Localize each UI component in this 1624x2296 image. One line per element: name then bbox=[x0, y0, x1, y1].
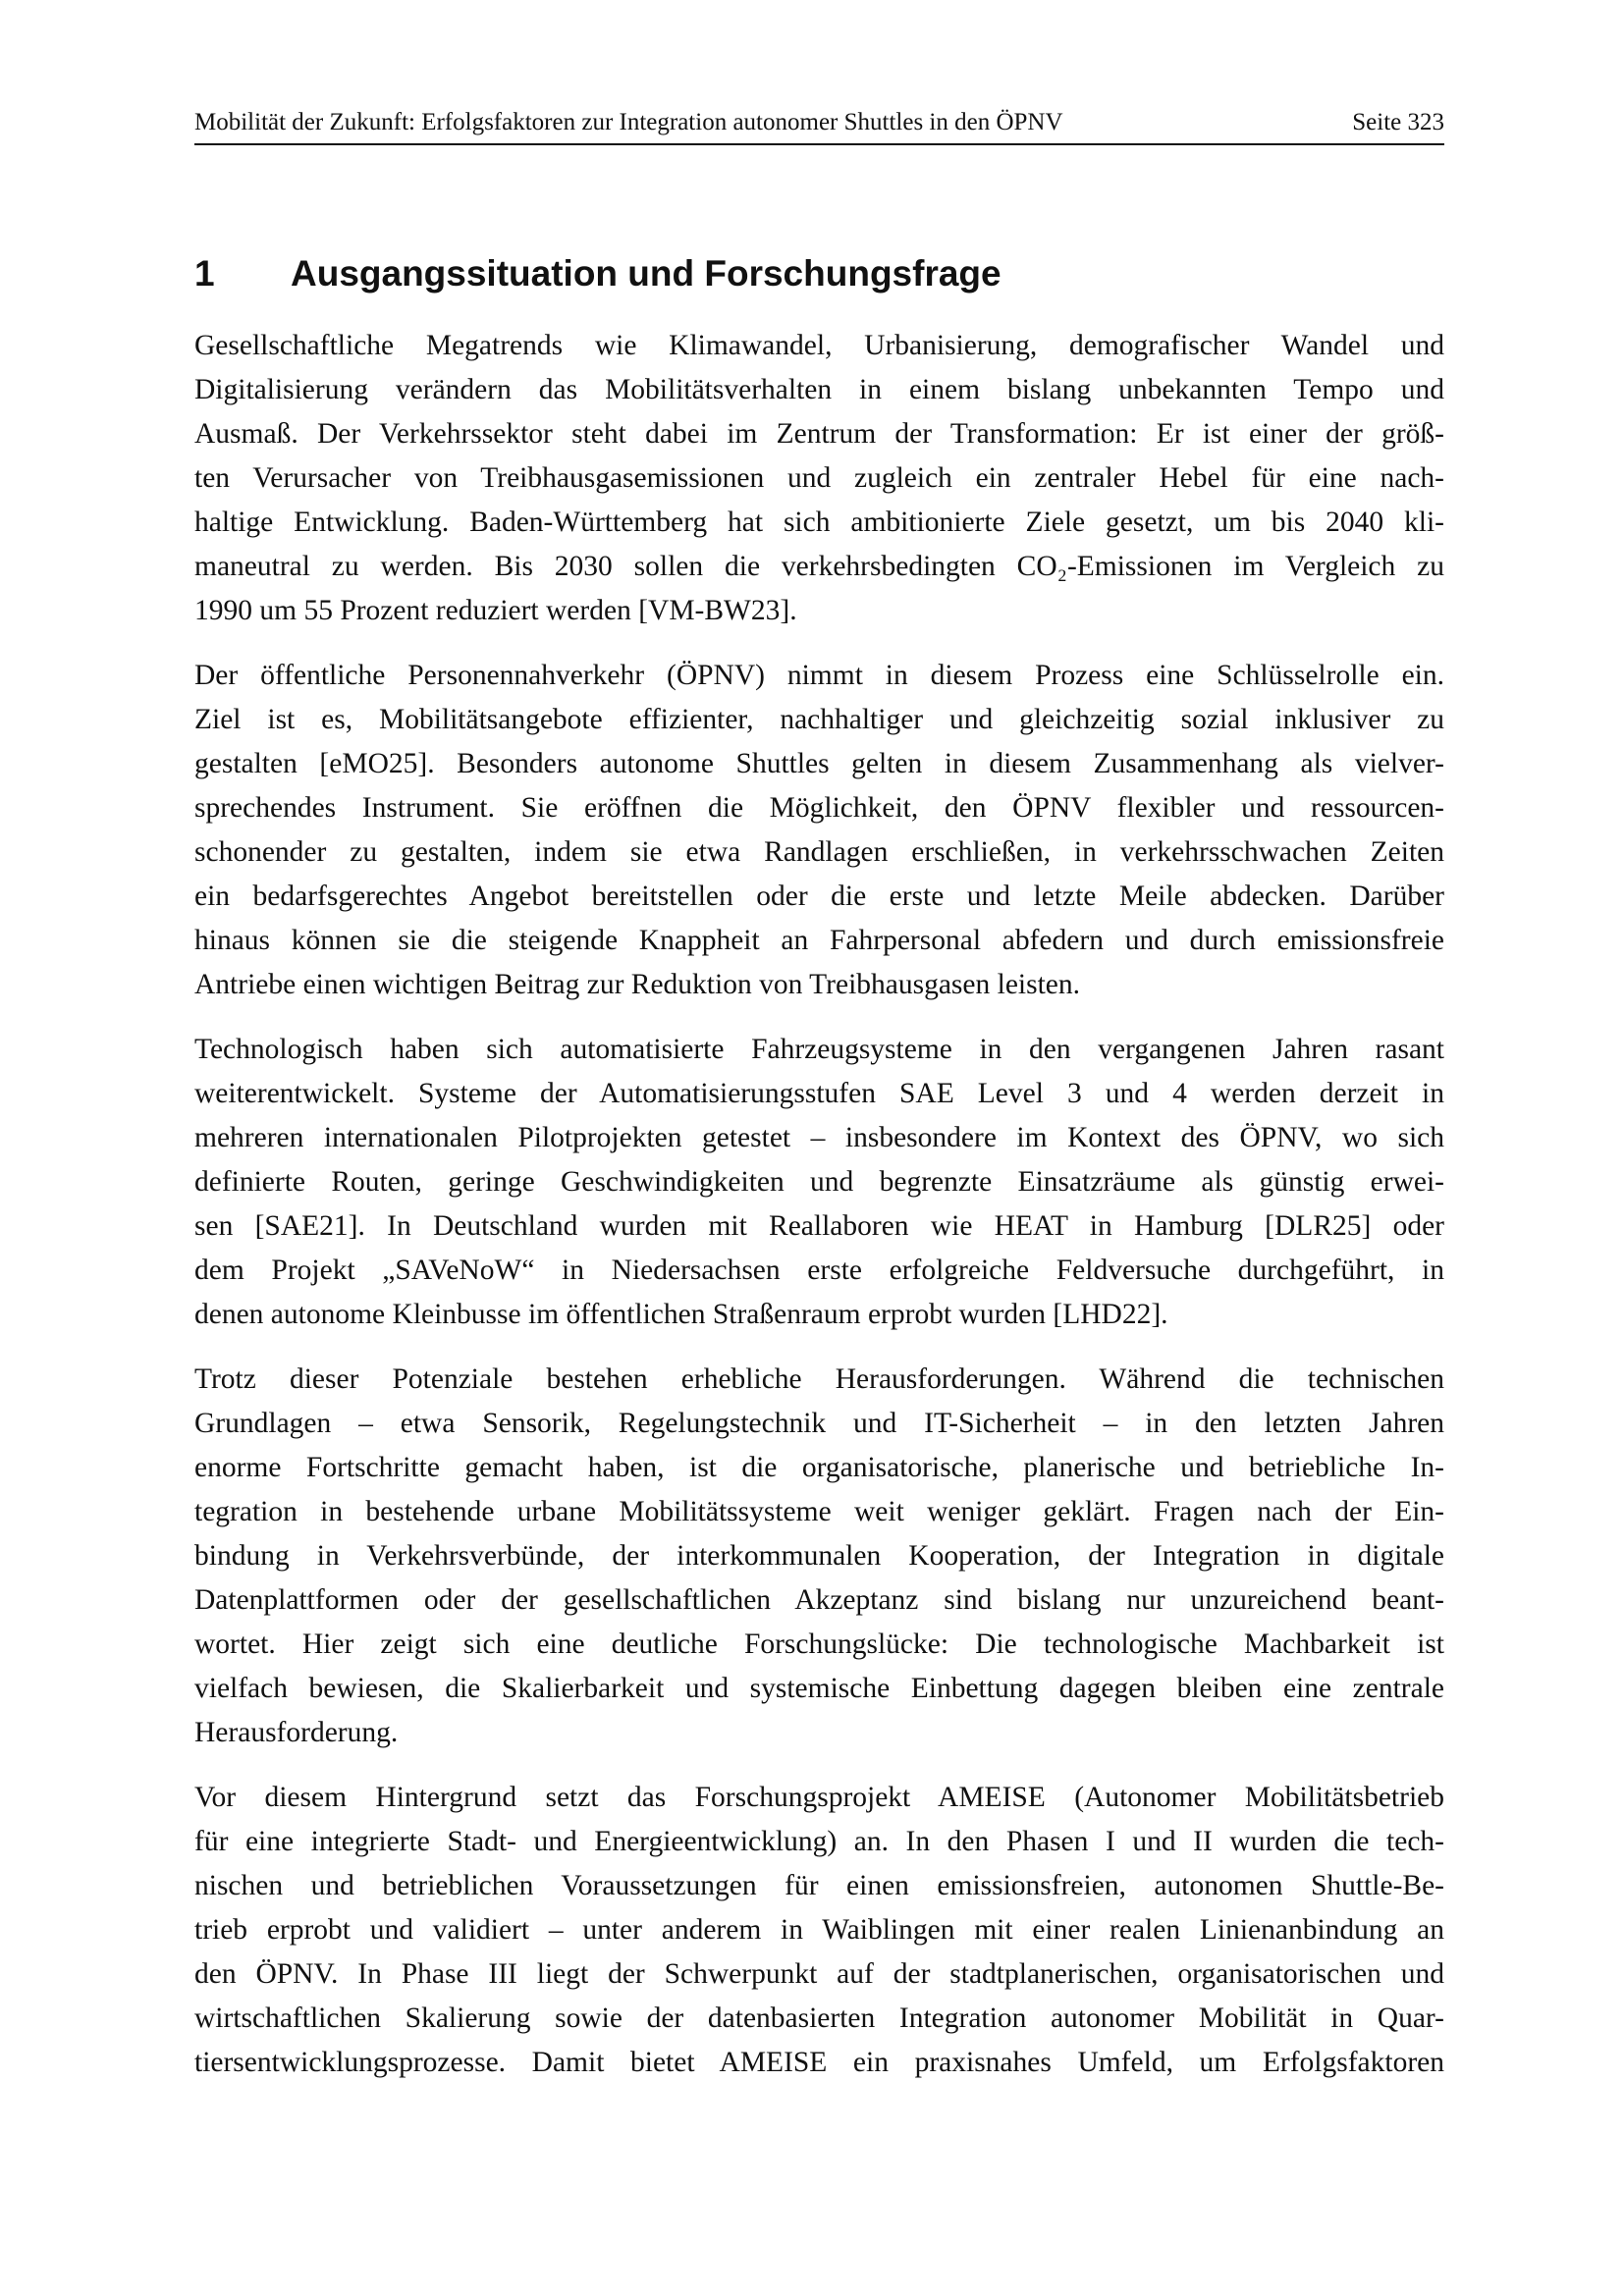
text-line: Ziel ist es, Mobilitätsangebote effizienter, nachhaltiger und gleichzeitig sozial inklusiver zu bbox=[194, 704, 1444, 735]
text-line: 1990 um 55 Prozent reduziert werden [VM-BW23]. bbox=[194, 595, 797, 626]
text-line: ten Verursacher von Treibhausgasemissionen und zugleich ein zentraler Hebel für eine nach- bbox=[194, 462, 1444, 494]
text-line: bindung in Verkehrsverbünde, der interkommunalen Kooperation, der Integration in digitale bbox=[194, 1540, 1444, 1572]
section-heading bbox=[194, 249, 1001, 298]
text-line: gestalten [eMO25]. Besonders autonome Shuttles gelten in diesem Zusammenhang als vielver- bbox=[194, 748, 1444, 779]
text-line: mehreren internationalen Pilotprojekten getestet – insbesondere im Kontext des ÖPNV, wo sich bbox=[194, 1122, 1444, 1153]
text-line: tegration in bestehende urbane Mobilitätssysteme weit weniger geklärt. Fragen nach der Ein- bbox=[194, 1496, 1444, 1527]
section-number: 1 bbox=[194, 253, 215, 294]
text-line: Technologisch haben sich automatisierte Fahrzeugsysteme in den vergangenen Jahren rasant bbox=[194, 1034, 1444, 1065]
text-line: Gesellschaftliche Megatrends wie Klimawandel, Urbanisierung, demografischer Wandel und bbox=[194, 330, 1444, 361]
text-line: hinaus können sie die steigende Knappheit an Fahrpersonal abfedern und durch emissionsfreie bbox=[194, 925, 1444, 956]
text-line: haltige Entwicklung. Baden-Württemberg hat sich ambitionierte Ziele gesetzt, um bis 2040 kli- bbox=[194, 507, 1444, 538]
header-title: Mobilität der Zukunft: Erfolgsfaktoren zur Integration autonomer Shuttles in den ÖPNV bbox=[194, 109, 1063, 135]
text-line: den ÖPNV. In Phase III liegt der Schwerpunkt auf der stadtplanerischen, organisatorischen und bbox=[194, 1958, 1444, 1990]
text-line: Vor diesem Hintergrund setzt das Forschungsprojekt AMEISE (Autonomer Mobilitätsbetrieb bbox=[194, 1782, 1444, 1813]
paragraph bbox=[194, 654, 1444, 1007]
text-line: denen autonome Kleinbusse im öffentlichen Straßenraum erprobt wurden [LHD22]. bbox=[194, 1299, 1168, 1330]
text-line: sprechendes Instrument. Sie eröffnen die Möglichkeit, den ÖPNV flexibler und ressourcen- bbox=[194, 792, 1444, 824]
text-line: definierte Routen, geringe Geschwindigkeiten und begrenzte Einsatzräume als günstig erwei- bbox=[194, 1166, 1444, 1198]
page-number: Seite 323 bbox=[1352, 109, 1444, 135]
text-line: Trotz dieser Potenziale bestehen erhebliche Herausforderungen. Während die technischen bbox=[194, 1363, 1444, 1395]
text-line: ein bedarfsgerechtes Angebot bereitstellen oder die erste und letzte Meile abdecken. Darüber bbox=[194, 881, 1444, 912]
text-line: sen [SAE21]. In Deutschland wurden mit Reallaboren wie HEAT in Hamburg [DLR25] oder bbox=[194, 1210, 1444, 1242]
text-line: für eine integrierte Stadt- und Energieentwicklung) an. In den Phasen I und II wurden die tech- bbox=[194, 1826, 1444, 1857]
paragraph bbox=[194, 1776, 1444, 2085]
paragraph bbox=[194, 1028, 1444, 1337]
text-line: tiersentwicklungsprozesse. Damit bietet AMEISE ein praxisnahes Umfeld, um Erfolgsfaktoren bbox=[194, 2047, 1444, 2078]
body-text bbox=[194, 324, 1444, 2106]
text-line: weiterentwickelt. Systeme der Automatisierungsstufen SAE Level 3 und 4 werden derzeit in bbox=[194, 1078, 1444, 1109]
section-title: Ausgangssituation und Forschungsfrage bbox=[291, 253, 1001, 294]
text-line: schonender zu gestalten, indem sie etwa Randlagen erschließen, in verkehrsschwachen Zeiten bbox=[194, 836, 1444, 868]
text-line: wortet. Hier zeigt sich eine deutliche Forschungslücke: Die technologische Machbarkeit ist bbox=[194, 1629, 1444, 1660]
text-line: Datenplattformen oder der gesellschaftlichen Akzeptanz sind bislang nur unzureichend beant- bbox=[194, 1584, 1444, 1616]
text-line: Ausmaß. Der Verkehrssektor steht dabei im Zentrum der Transformation: Er ist einer der größ- bbox=[194, 418, 1444, 450]
text-line: dem Projekt „SAVeNoW“ in Niedersachsen erste erfolgreiche Feldversuche durchgeführt, in bbox=[194, 1255, 1444, 1286]
paragraph bbox=[194, 324, 1444, 633]
text-line: wirtschaftlichen Skalierung sowie der datenbasierten Integration autonomer Mobilität in Quar- bbox=[194, 2002, 1444, 2034]
text-line: nischen und betrieblichen Voraussetzungen für einen emissionsfreien, autonomen Shuttle-Be- bbox=[194, 1870, 1444, 1901]
text-line: trieb erprobt und validiert – unter anderem in Waiblingen mit einer realen Linienanbindung an bbox=[194, 1914, 1444, 1946]
text-line: Herausforderung. bbox=[194, 1717, 399, 1748]
text-line: Digitalisierung verändern das Mobilitätsverhalten in einem bislang unbekannten Tempo und bbox=[194, 374, 1444, 405]
text-line: enorme Fortschritte gemacht haben, ist die organisatorische, planerische und betriebliche In- bbox=[194, 1452, 1444, 1483]
running-header bbox=[194, 108, 1444, 145]
text-line: Antriebe einen wichtigen Beitrag zur Reduktion von Treibhausgasen leisten. bbox=[194, 969, 1081, 1000]
text-line: Der öffentliche Personennahverkehr (ÖPNV) nimmt in diesem Prozess eine Schlüsselrolle ein. bbox=[194, 660, 1444, 691]
text-line: Grundlagen – etwa Sensorik, Regelungstechnik und IT-Sicherheit – in den letzten Jahren bbox=[194, 1408, 1444, 1439]
paragraph bbox=[194, 1358, 1444, 1755]
text-line: vielfach bewiesen, die Skalierbarkeit und systemische Einbettung dagegen bleiben eine zentrale bbox=[194, 1673, 1444, 1704]
text-line: maneutral zu werden. Bis 2030 sollen die verkehrsbedingten CO₂-Emissionen im Vergleich zu bbox=[194, 551, 1444, 582]
